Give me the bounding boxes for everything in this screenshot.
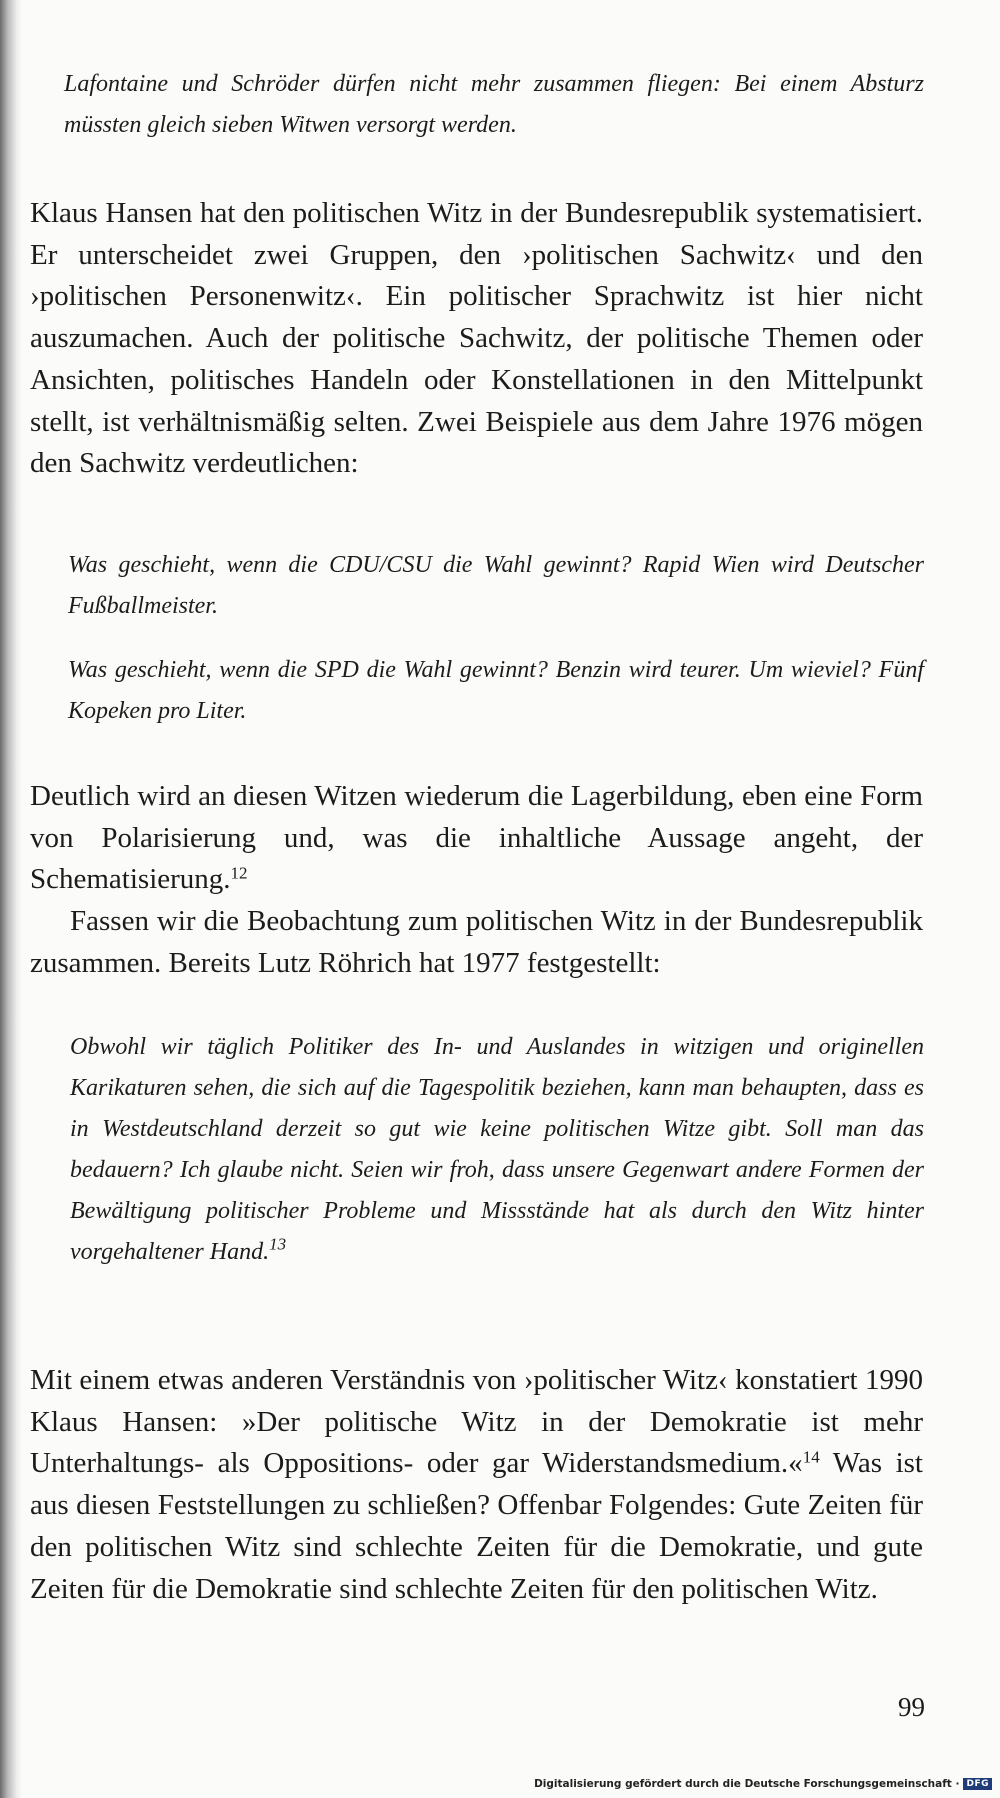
quote-lafontaine: Lafontaine und Schröder dürfen nicht mehr zusammen fliegen: Bei einem Absturz müssten gleich sieben Witwen versorgt werden. bbox=[64, 71, 924, 138]
paragraph-hansen-conclusion bbox=[30, 1360, 923, 1610]
paragraph-text bbox=[30, 776, 923, 901]
paragraph-lagerbildung bbox=[30, 776, 923, 901]
quote-cdu-csu-joke: Was geschieht, wenn die CDU/CSU die Wahl gewinnt? Rapid Wien wird Deutscher Fußballmeister. bbox=[68, 552, 924, 619]
paragraph-text-after: Was ist aus diesen Feststellungen zu schließen? Offenbar Folgendes: Gute Zeiten für den politischen Witz sind schlechte Zeiten für die Demokratie, und gute Zeiten für die Demokratie sind schlechte Zeiten für den politischen Witz. bbox=[30, 1447, 923, 1605]
footnote-ref-13[interactable]: 13 bbox=[269, 1234, 287, 1254]
page-number: 99 bbox=[898, 1692, 925, 1722]
paragraph-text-body: Deutlich wird an diesen Witzen wiederum die Lagerbildung, eben eine Form von Polarisierung und, was die inhaltliche Aussage angeht, der Schematisierung. bbox=[30, 780, 923, 896]
digitization-credit bbox=[534, 1778, 992, 1790]
binding-shadow bbox=[0, 0, 22, 1798]
paragraph-text: Fassen wir die Beobachtung zum politischen Witz in der Bundesrepublik zusammen. Bereits Lutz Röhrich hat 1977 festgestellt: bbox=[30, 905, 923, 979]
paragraph-roehrich-intro bbox=[30, 901, 923, 984]
footnote-ref-12[interactable]: 12 bbox=[230, 864, 248, 884]
paragraph-text bbox=[30, 1360, 923, 1610]
digitization-credit-text: Digitalisierung gefördert durch die Deutsche Forschungsgemeinschaft · bbox=[534, 1778, 960, 1790]
footnote-ref-14[interactable]: 14 bbox=[802, 1448, 820, 1468]
paragraph-text-before: Mit einem etwas anderen Verständnis von ›politischer Witz‹ konstatiert 1990 Klaus Hansen: »Der politische Witz in der Demokratie ist mehr Unterhaltungs- als Oppositions- oder gar Widerstandsmedium.« bbox=[30, 1364, 923, 1480]
paragraph-text: Klaus Hansen hat den politischen Witz in der Bundesrepublik systematisiert. Er unterscheidet zwei Gruppen, den ›politischen Sachwitz‹ und den ›politischen Personenwitz‹. Ein politischer Sprachwitz ist hier nicht auszumachen. Auch der politische Sachwitz, der politische Themen oder Ansichten, politisches Handeln oder Konstellationen in den Mittelpunkt stellt, ist verhältnismäßig selten. Zwei Beispiele aus dem Jahre 1976 mögen den Sachwitz verdeutlichen: bbox=[30, 197, 923, 480]
quote-roehrich-text: Obwohl wir täglich Politiker des In- und Auslandes in witzigen und originellen Karikaturen sehen, die sich auf die Tagespolitik beziehen, kann man behaupten, dass es in Westdeutschland derzeit so gut wie keine politischen Witze gibt. Soll man das bedauern? Ich glaube nicht. Seien wir froh, dass unsere Gegenwart andere Formen der Bewältigung politischer Probleme und Missstände hat als durch den Witz hinter vorgehaltener Hand. bbox=[70, 1034, 924, 1265]
quote-spd-joke: Was geschieht, wenn die SPD die Wahl gewinnt? Benzin wird teurer. Um wieviel? Fünf Kopeken pro Liter. bbox=[68, 657, 924, 724]
paragraph-hansen-systematik bbox=[30, 193, 923, 485]
quote-roehrich bbox=[70, 1027, 924, 1273]
dfg-logo: DFG bbox=[963, 1778, 992, 1790]
